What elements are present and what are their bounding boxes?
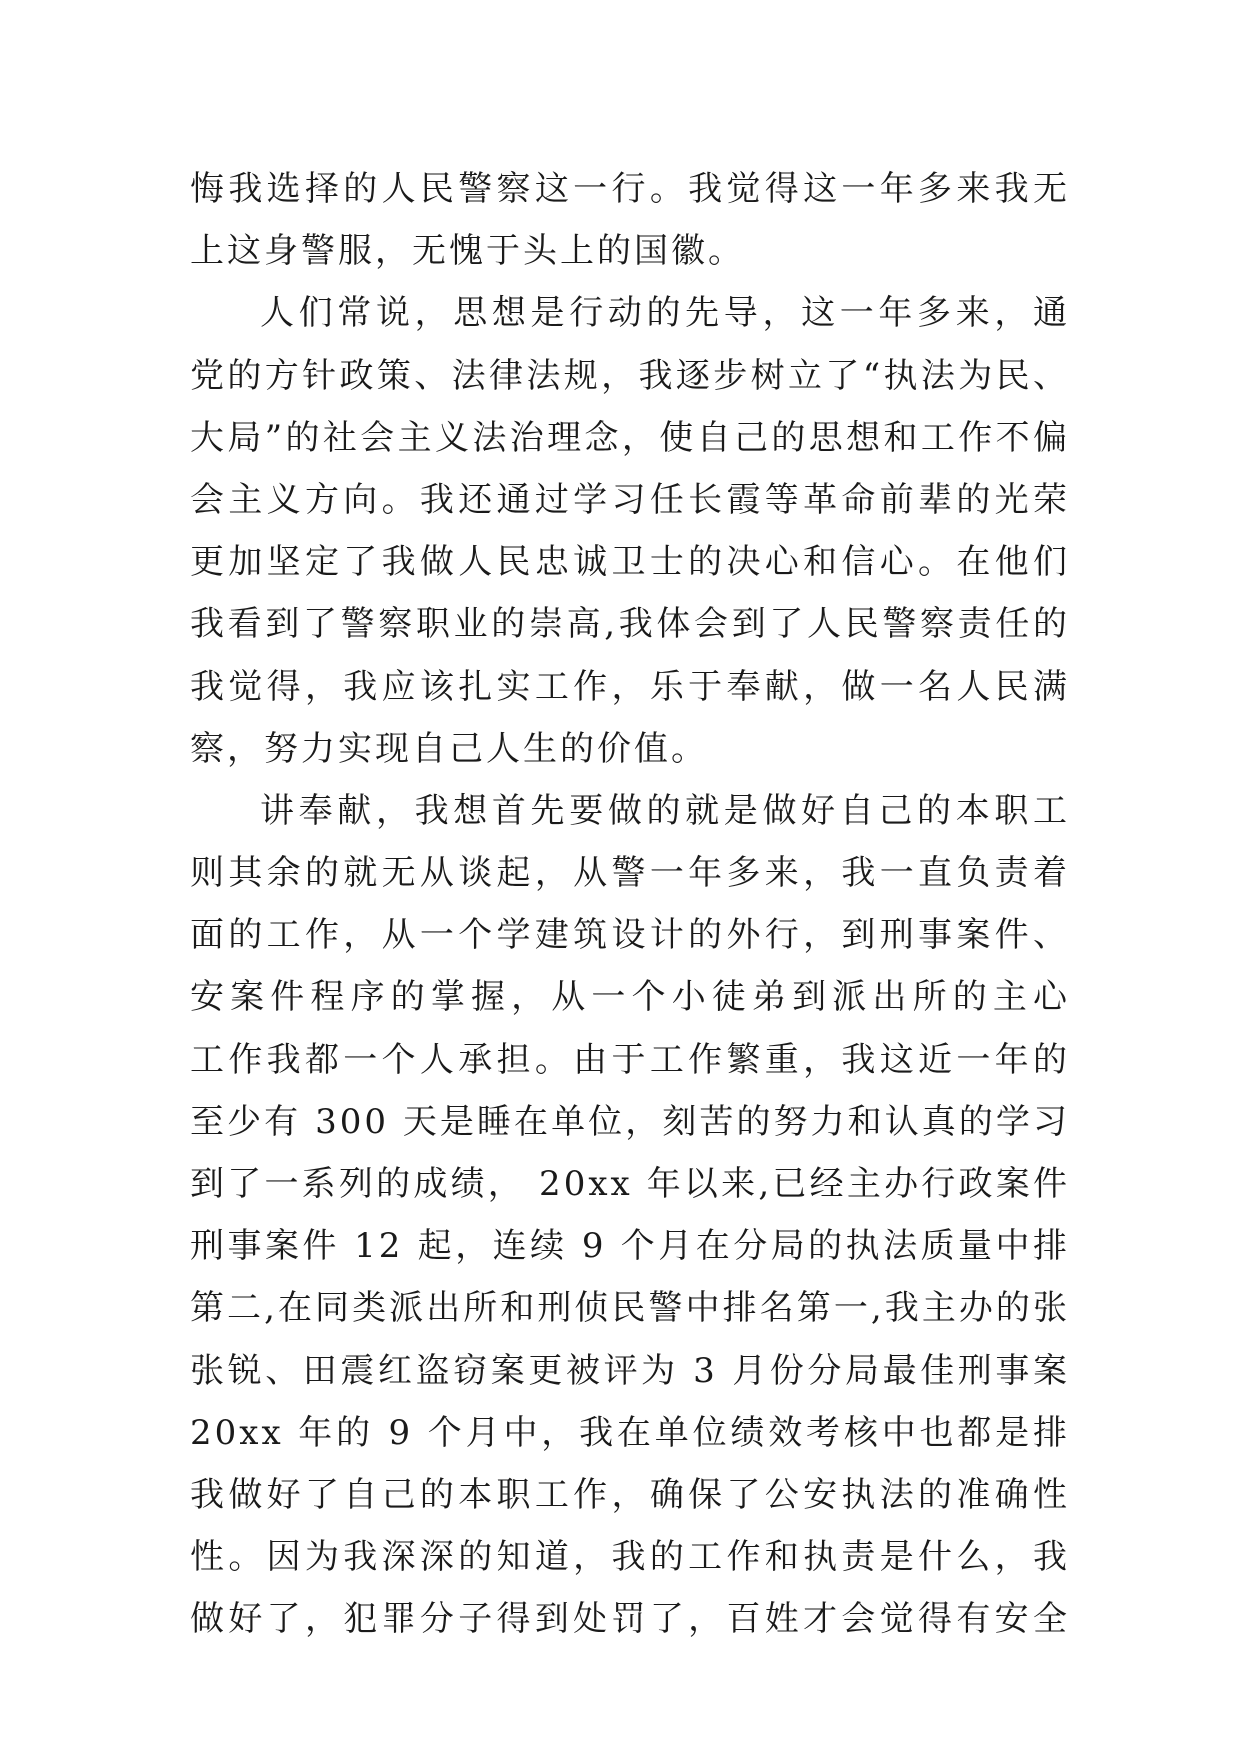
text-line: 党的方针政策、法律法规，我逐步树立了“执法为民、 xyxy=(190,355,1070,396)
text-line: 20xx 年的 9 个月中，我在单位绩效考核中也都是排 xyxy=(190,1412,1070,1453)
text-line: 工作我都一个人承担。由于工作繁重，我这近一年的 xyxy=(190,1039,1070,1080)
paragraph-start-line: 人们常说，思想是行动的先导，这一年多来，通 xyxy=(260,293,1070,334)
body-text xyxy=(190,158,1070,1651)
text-line: 上这身警服，无愧于头上的国徽。 xyxy=(190,231,745,272)
text-line: 会主义方向。我还通过学习任长霞等革命前辈的光荣 xyxy=(190,479,1070,520)
text-line: 到了一系列的成绩， 20xx 年以来,已经主办行政案件 xyxy=(190,1164,1070,1204)
text-line: 我觉得，我应该扎实工作，乐于奉献，做一名人民满 xyxy=(190,666,1070,707)
text-line: 刑事案件 12 起，连续 9 个月在分局的执法质量中排 xyxy=(190,1226,1070,1267)
text-line: 大局”的社会主义法治理念，使自己的思想和工作不偏 xyxy=(190,417,1070,458)
text-line: 则其余的就无从谈起，从警一年多来，我一直负责着 xyxy=(190,853,1070,894)
text-line: 察，努力实现自己人生的价值。 xyxy=(190,728,708,769)
text-line: 面的工作，从一个学建筑设计的外行，到刑事案件、 xyxy=(190,915,1070,956)
text-line: 安案件程序的掌握，从一个小徒弟到派出所的主心 xyxy=(190,977,1070,1018)
text-line: 我看到了警察职业的崇高,我体会到了人民警察责任的 xyxy=(190,604,1070,645)
text-line: 做好了，犯罪分子得到处罚了，百姓才会觉得有安全 xyxy=(190,1599,1070,1640)
text-line: 悔我选择的人民警察这一行。我觉得这一年多来我无 xyxy=(190,169,1070,209)
text-line: 我做好了自己的本职工作，确保了公安执法的准确性 xyxy=(190,1474,1070,1515)
text-line: 张锐、田震红盗窃案更被评为 3 月份分局最佳刑事案 xyxy=(190,1350,1070,1391)
paragraph-start-line: 讲奉献，我想首先要做的就是做好自己的本职工 xyxy=(260,790,1070,831)
text-line: 至少有 300 天是睡在单位，刻苦的努力和认真的学习 xyxy=(190,1101,1070,1142)
text-line: 性。因为我深深的知道，我的工作和执责是什么，我 xyxy=(190,1537,1070,1578)
text-line: 第二,在同类派出所和刑侦民警中排名第一,我主办的张 xyxy=(190,1288,1070,1329)
text-line: 更加坚定了我做人民忠诚卫士的决心和信心。在他们 xyxy=(190,542,1070,583)
